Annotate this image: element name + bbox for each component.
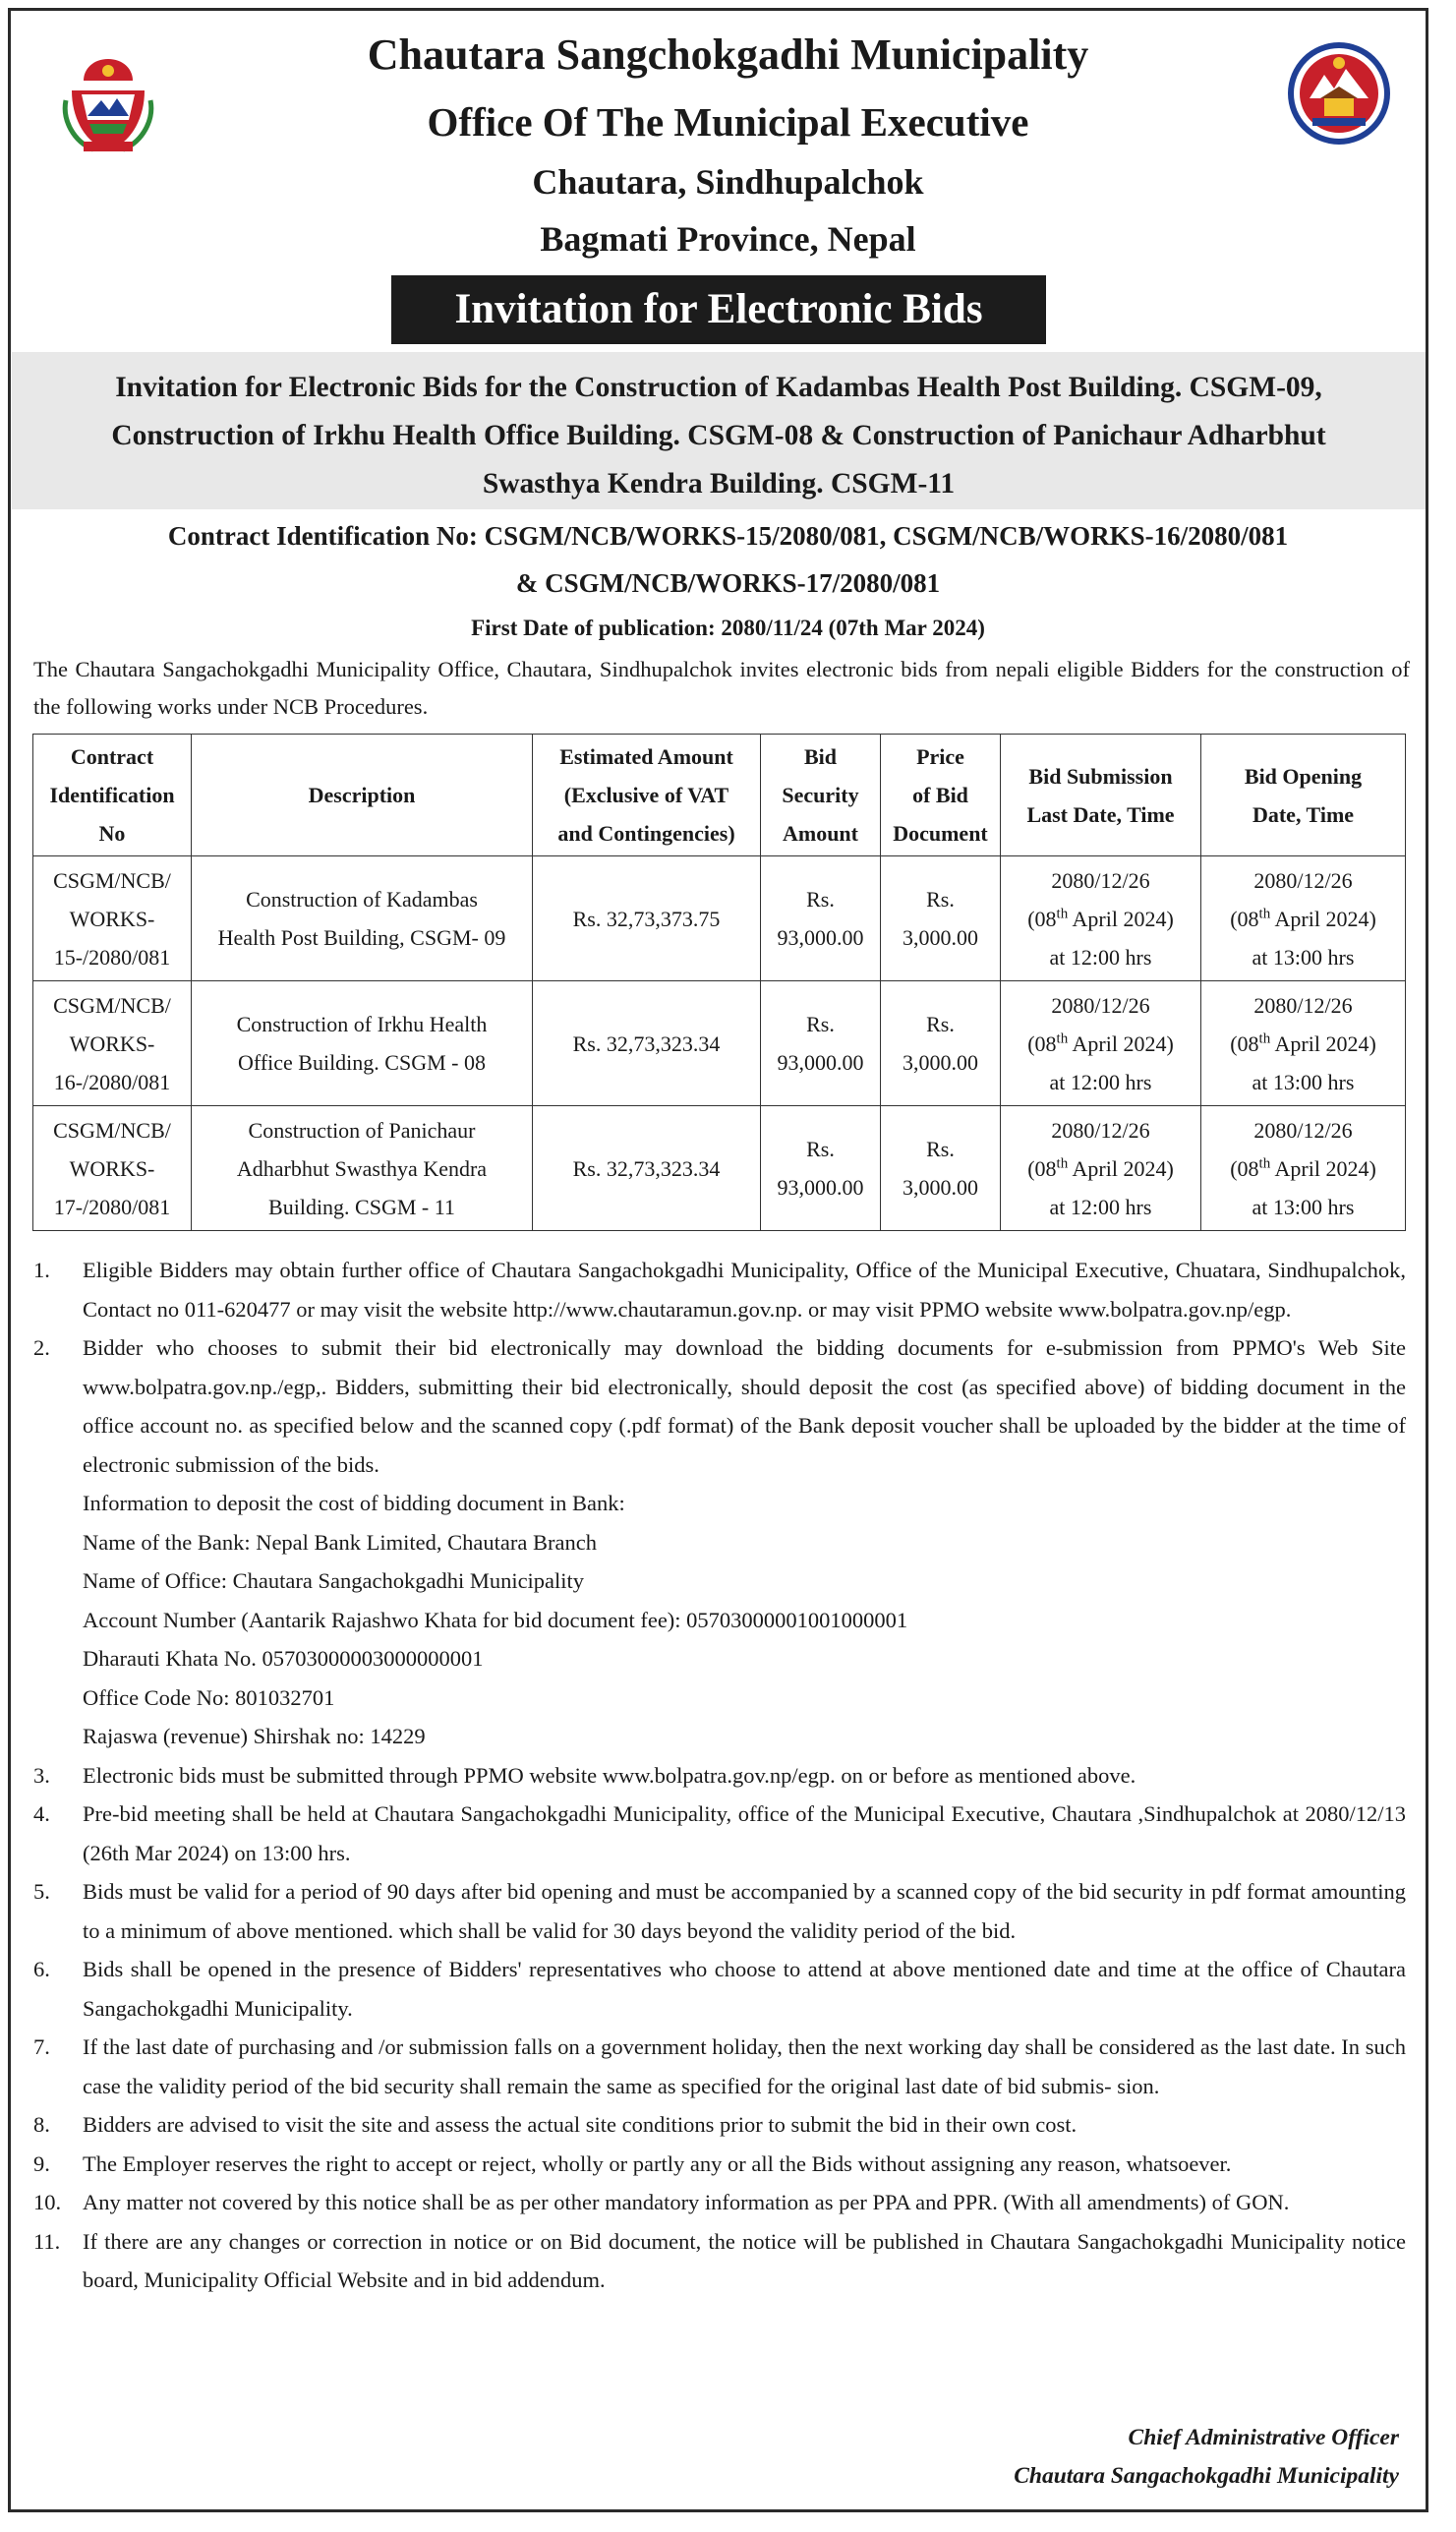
subject-line: Construction of Irkhu Health Office Building. CSGM-08 & Construction of Panichaur Adharbhut: [111, 420, 1326, 451]
col-header-bid-security: Bid Security Amount: [761, 735, 881, 856]
province-country: Bagmati Province, Nepal: [540, 219, 916, 259]
bank-info-line: Dharauti Khata No. 05703000003000000001: [83, 1646, 484, 1671]
cell-description: Construction of Panichaur Adharbhut Swasthya Kendra Building. CSGM - 11: [192, 1106, 533, 1231]
office-name: Office Of The Municipal Executive: [427, 99, 1029, 145]
cell-price-bid-document: Rs. 3,000.00: [881, 856, 1001, 981]
cell-bid-security: Rs. 93,000.00: [761, 981, 881, 1106]
cell-contract-id: CSGM/NCB/ WORKS- 16-/2080/081: [33, 981, 192, 1106]
cell-description: Construction of Irkhu Health Office Building. CSGM - 08: [192, 981, 533, 1106]
list-item: 1. Eligible Bidders may obtain further office of Chautara Sangachokgadhi Municipality, Office of the Municipal Executive, Chuatara, Sindhupalchok, Contact no 011-620477 or may visit the website http://www.chautaramun.gov.np. or may visit PPMO website www.bolpatra.gov.np/egp.: [33, 1258, 1406, 1322]
cell-estimated-amount: Rs. 32,73,323.34: [533, 981, 761, 1106]
cell-price-bid-document: Rs. 3,000.00: [881, 1106, 1001, 1231]
list-item: 7. If the last date of purchasing and /or submission falls on a government holiday, then the next working day shall be considered as the last date. In such case the validity period of the bid security shall remain the same as specified for the original last date of bid submis- sion.: [33, 2034, 1406, 2098]
col-header-price-bid-document: Price of Bid Document: [881, 735, 1001, 856]
cell-contract-id: CSGM/NCB/ WORKS- 17-/2080/081: [33, 1106, 192, 1231]
cell-bid-submission: 2080/12/26 (08th April 2024) at 12:00 hrs: [1001, 981, 1201, 1106]
list-item: 11. If there are any changes or correction in notice or on Bid document, the notice will be published in Chautara Sangachokgadhi Municipality notice board, Municipality Official Website and in bid addendum.: [33, 2228, 1406, 2292]
notes-list: [33, 1251, 1406, 2300]
table-row: [33, 856, 1406, 981]
col-header-bid-submission: Bid Submission Last Date, Time: [1001, 735, 1201, 856]
municipality-name: Chautara Sangchokgadhi Municipality: [367, 30, 1089, 79]
table-header-row: [33, 735, 1406, 856]
col-header-description: Description: [192, 735, 533, 856]
notice-title-banner: Invitation for Electronic Bids: [391, 275, 1046, 344]
list-item: 2. Bidder who chooses to submit their bid electronically may download the bidding documents for e-submission from PPMO's Web Site www.bolpatra.gov.np./egp,. Bidders, submitting their bid electronically, should deposit the cost (as specified above) of bidding document in the office account no. as specified below and the scanned copy (.pdf format) of the Bank deposit voucher shall be uploaded by the bidder at the time of electronic submission of the bids. Information to deposit the cost of bidding document in Bank: Name of the Bank: Nepal Bank Limited, Chautara Branch Name of Office: Chautara Sangachokgadhi Municipality Account Number (Aantarik Rajashwo Khata for bid document fee): 05703000001001000001 Dharauti Khata No. 05703000003000000001 Office Code No: 801032701 Rajaswa (revenue) Shirshak no: 14229: [33, 1328, 1406, 1756]
cell-bid-opening: 2080/12/26 (08th April 2024) at 13:00 hrs: [1201, 1106, 1406, 1231]
subject-line: Invitation for Electronic Bids for the Construction of Kadambas Health Post Building. CSGM-09,: [115, 372, 1322, 403]
contract-identification: Contract Identification No: CSGM/NCB/WORKS-15/2080/081, CSGM/NCB/WORKS-16/2080/081: [167, 521, 1289, 551]
bank-info-line: Office Code No: 801032701: [83, 1684, 335, 1710]
cell-bid-opening: 2080/12/26 (08th April 2024) at 13:00 hrs: [1201, 981, 1406, 1106]
bank-info-line: Name of the Bank: Nepal Bank Limited, Chautara Branch: [83, 1529, 597, 1555]
list-item: 8. Bidders are advised to visit the site and assess the actual site conditions prior to submit the bid in their own cost.: [33, 2112, 1077, 2137]
list-item: 3. Electronic bids must be submitted through PPMO website www.bolpatra.gov.np/egp. on or before as mentioned above.: [33, 1762, 1136, 1788]
publication-date: First Date of publication: 2080/11/24 (07th Mar 2024): [471, 616, 985, 640]
bank-info-line: Account Number (Aantarik Rajashwo Khata for bid document fee): 05703000001001000001: [83, 1607, 908, 1632]
contract-identification-cont: & CSGM/NCB/WORKS-17/2080/081: [515, 568, 941, 598]
cell-bid-submission: 2080/12/26 (08th April 2024) at 12:00 hrs: [1001, 856, 1201, 981]
subject-line: Swasthya Kendra Building. CSGM-11: [482, 468, 956, 500]
office-location: Chautara, Sindhupalchok: [532, 162, 924, 202]
signatory-title: Chief Administrative Officer: [1128, 2425, 1399, 2450]
list-item: 10. Any matter not covered by this notice shall be as per other mandatory information as per PPA and PPR. (With all amendments) of GON.: [33, 2190, 1290, 2214]
bank-info-line: Rajaswa (revenue) Shirshak no: 14229: [83, 1724, 426, 1748]
cell-price-bid-document: Rs. 3,000.00: [881, 981, 1001, 1106]
intro-paragraph: The Chautara Sangachokgadhi Municipality Office, Chautara, Sindhupalchok invites electronic bids from nepali eligible Bidders for the construction of the following works under NCB Procedures.: [33, 657, 1410, 719]
col-header-estimated-amount: Estimated Amount (Exclusive of VAT and Contingencies): [533, 735, 761, 856]
cell-bid-submission: 2080/12/26 (08th April 2024) at 12:00 hrs: [1001, 1106, 1201, 1231]
cell-bid-opening: 2080/12/26 (08th April 2024) at 13:00 hrs: [1201, 856, 1406, 981]
col-header-contract-id: Contract Identification No: [33, 735, 192, 856]
cell-estimated-amount: Rs. 32,73,323.34: [533, 1106, 761, 1231]
list-item: 5. Bids must be valid for a period of 90 days after bid opening and must be accompanied by a scanned copy of the bid security in pdf format amounting to a minimum of above mentioned. which shall be valid for 30 days beyond the validity period of the bid.: [33, 1879, 1406, 1943]
cell-description: Construction of Kadambas Health Post Building, CSGM- 09: [192, 856, 533, 981]
cell-bid-security: Rs. 93,000.00: [761, 1106, 881, 1231]
list-item: 6. Bids shall be opened in the presence of Bidders' representatives who choose to attend at above mentioned date and time at the office of Chautara Sangachokgadhi Municipality.: [33, 1957, 1406, 2021]
cell-estimated-amount: Rs. 32,73,373.75: [533, 856, 761, 981]
table-row: [33, 1106, 1406, 1231]
col-header-bid-opening: Bid Opening Date, Time: [1201, 735, 1406, 856]
bank-info-line: Name of Office: Chautara Sangachokgadhi Municipality: [83, 1568, 585, 1593]
notice-subject: [12, 352, 1426, 509]
signatory-organization: Chautara Sangachokgadhi Municipality: [1014, 2463, 1399, 2489]
cell-bid-security: Rs. 93,000.00: [761, 856, 881, 981]
bank-info-line: Information to deposit the cost of bidding document in Bank:: [83, 1491, 625, 1515]
list-item: 9. The Employer reserves the right to accept or reject, wholly or partly any or all the Bids without assigning any reason, whatsoever.: [33, 2150, 1232, 2176]
cell-contract-id: CSGM/NCB/ WORKS- 15-/2080/081: [33, 856, 192, 981]
works-table: [32, 734, 1406, 1231]
table-row: [33, 981, 1406, 1106]
list-item: 4. Pre-bid meeting shall be held at Chautara Sangachokgadhi Municipality, office of the Municipal Executive, Chautara ,Sindhupalchok at 2080/12/13 (26th Mar 2024) on 13:00 hrs.: [33, 1801, 1406, 1865]
